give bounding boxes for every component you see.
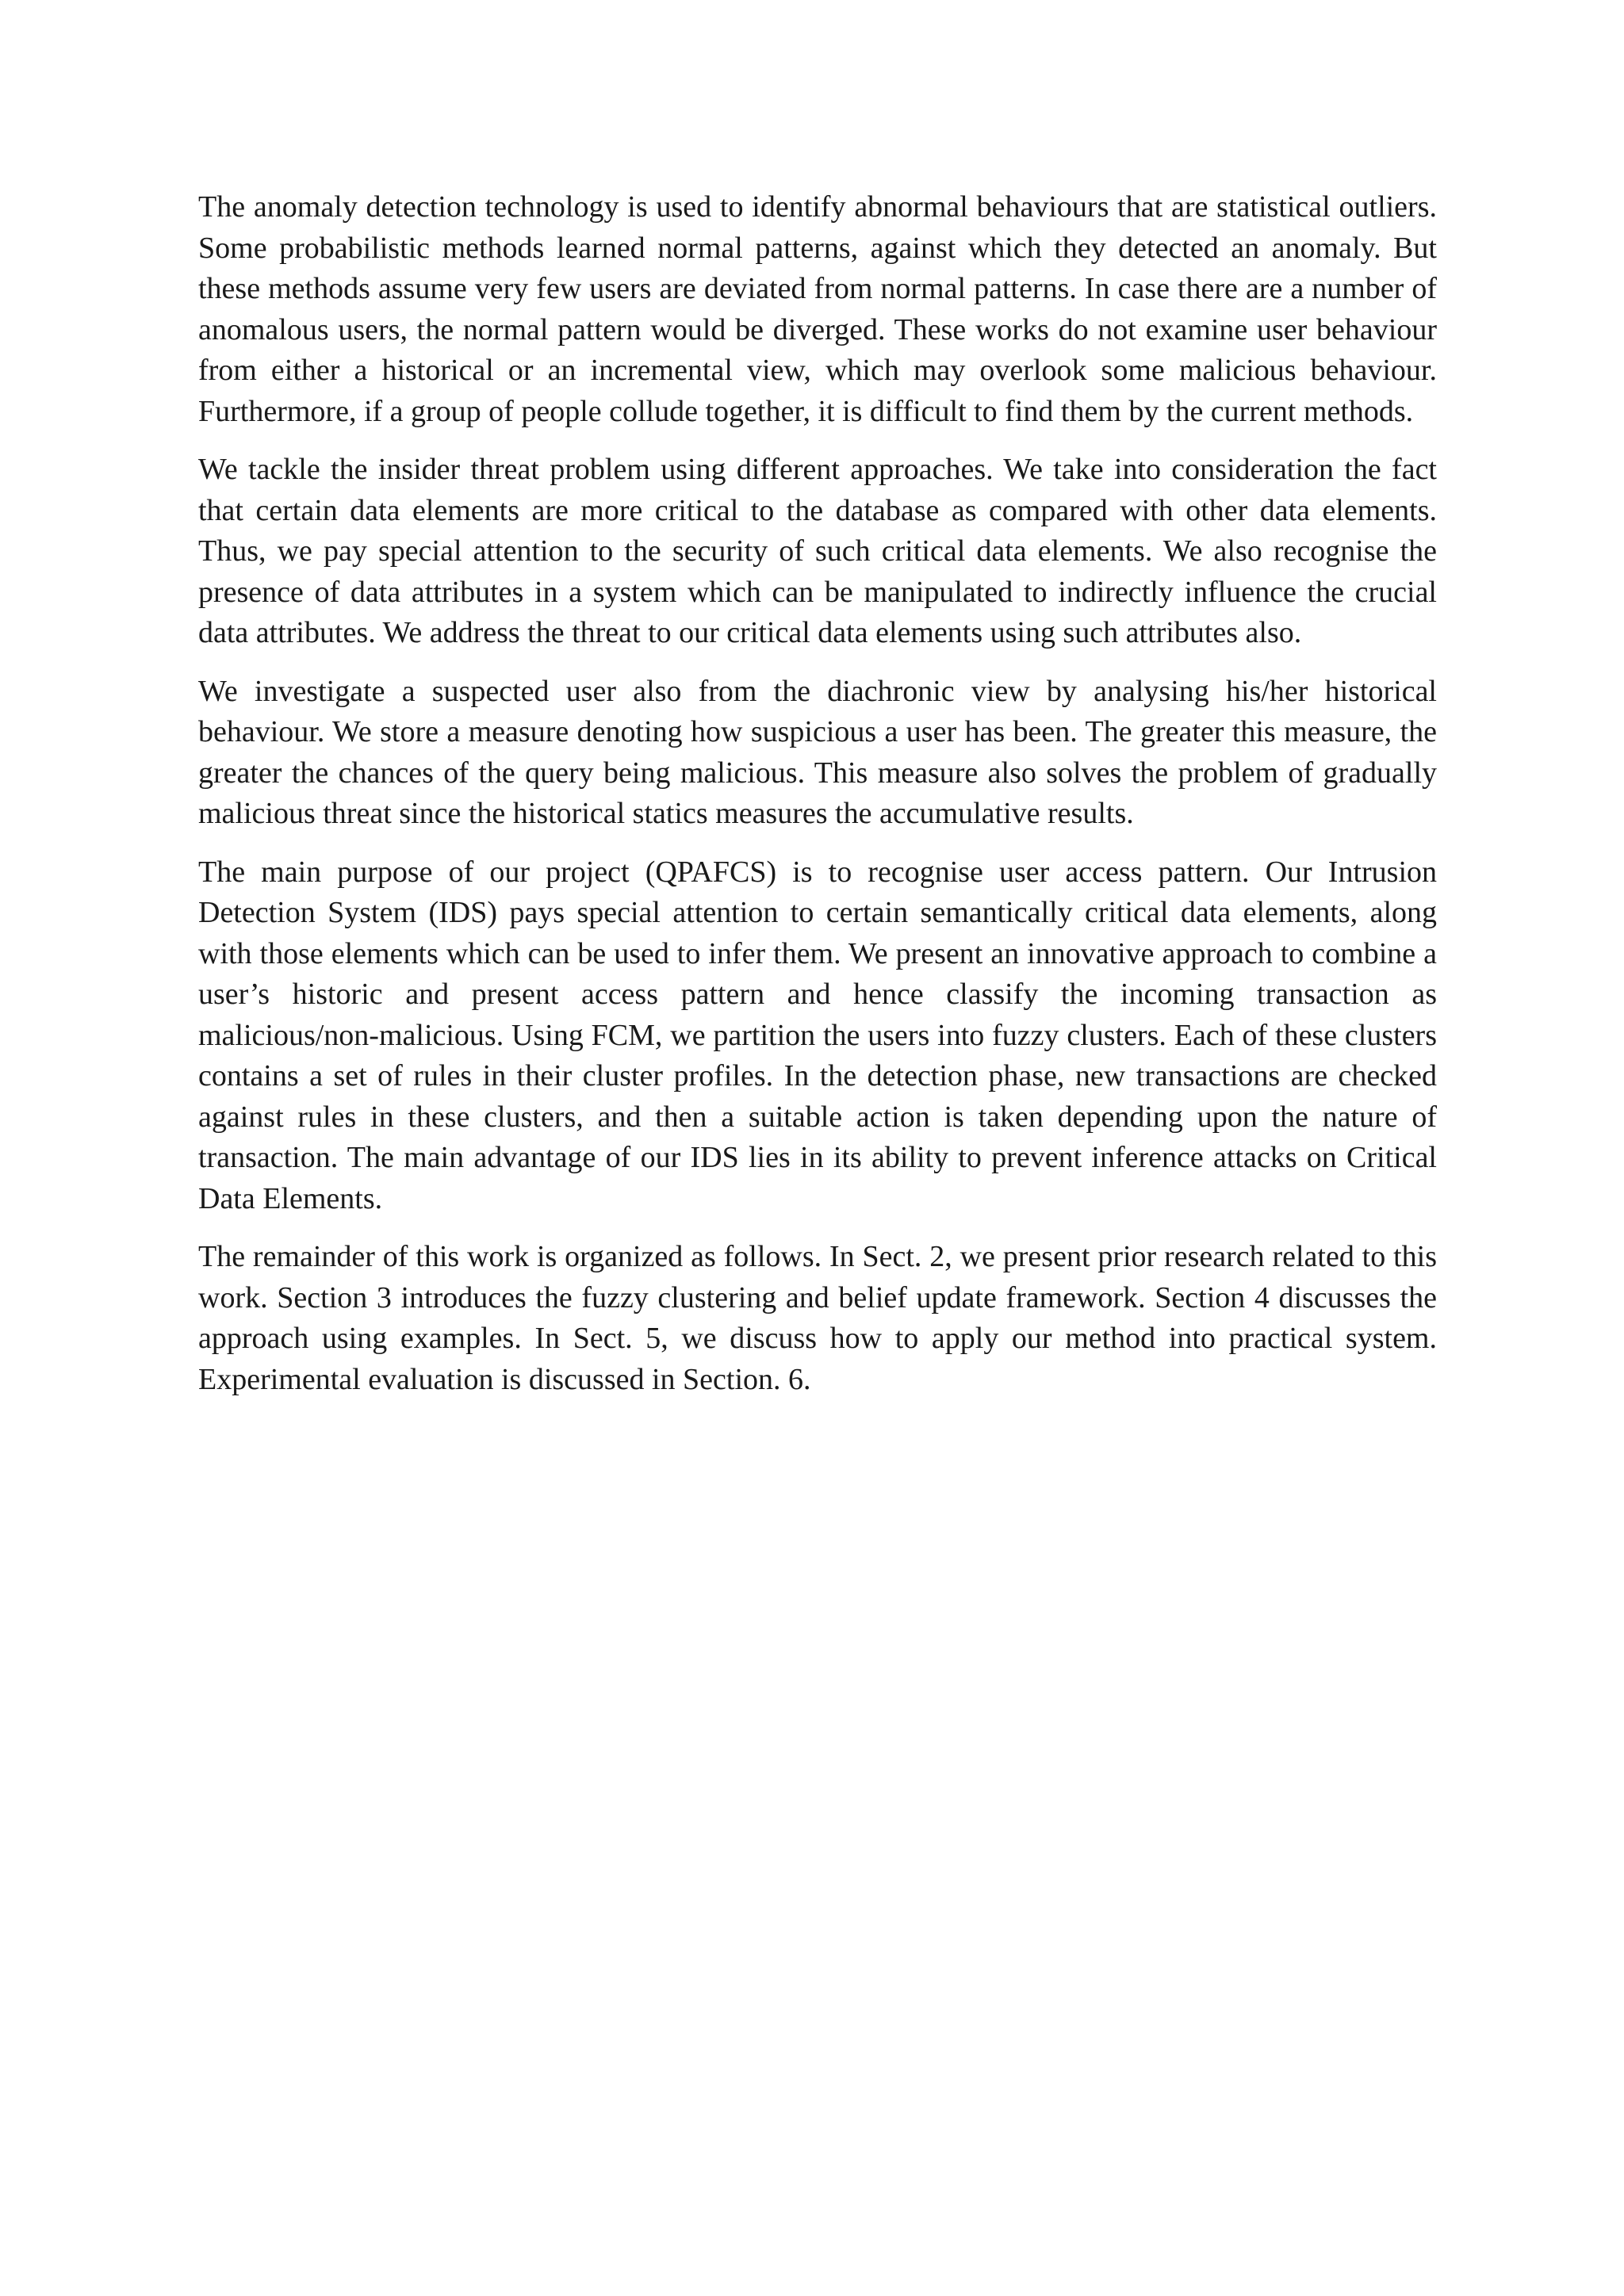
paragraph-anomaly-detection: The anomaly detection technology is used to identify abnormal behaviours that are statistical outliers. Some probabilistic methods learned normal patterns, against which they detected an anomaly. But these methods assume very few users are deviated from normal patterns. In case there are a number of anomalous users, the normal pattern would be diverged. These works do not examine user behaviour from either a historical or an incremental view, which may overlook some malicious behaviour. Furthermore, if a group of people collude together, it is difficult to find them by the current methods. <box>198 190 1437 428</box>
paragraph-insider-threat: We tackle the insider threat problem using different approaches. We take into consideration the fact that certain data elements are more critical to the database as compared with other data elements. Thus, we pay special attention to the security of such critical data elements. We also recognise the presence of data attributes in a system which can be manipulated to indirectly influence the crucial data attributes. We address the threat to our critical data elements using such attributes also. <box>198 453 1437 649</box>
paragraph-organization: The remainder of this work is organized as follows. In Sect. 2, we present prior research related to this work. Section 3 introduces the fuzzy clustering and belief update framework. Section 4 discusses the approach using examples. In Sect. 5, we discuss how to apply our method into practical system. Experimental evaluation is discussed in Section. 6. <box>198 1240 1437 1396</box>
paragraph-diachronic-view: We investigate a suspected user also from the diachronic view by analysing his/her historical behaviour. We store a measure denoting how suspicious a user has been. The greater this measure, the greater the chances of the query being malicious. This measure also solves the problem of gradually malicious threat since the historical statics measures the accumulative results. <box>198 674 1437 830</box>
paragraph-project-purpose: The main purpose of our project (QPAFCS) is to recognise user access pattern. Our Intrusion Detection System (IDS) pays special attention to certain semantically critical data elements, along with those elements which can be used to infer them. We present an innovative approach to combine a user’s historic and present access pattern and hence classify the incoming transaction as malicious/non-malicious. Using FCM, we partition the users into fuzzy clusters. Each of these clusters contains a set of rules in their cluster profiles. In the detection phase, new transactions are checked against rules in these clusters, and then a suitable action is taken depending upon the nature of transaction. The main advantage of our IDS lies in its ability to prevent inference attacks on Critical Data Elements. <box>198 855 1437 1215</box>
body-text <box>198 187 1437 1418</box>
